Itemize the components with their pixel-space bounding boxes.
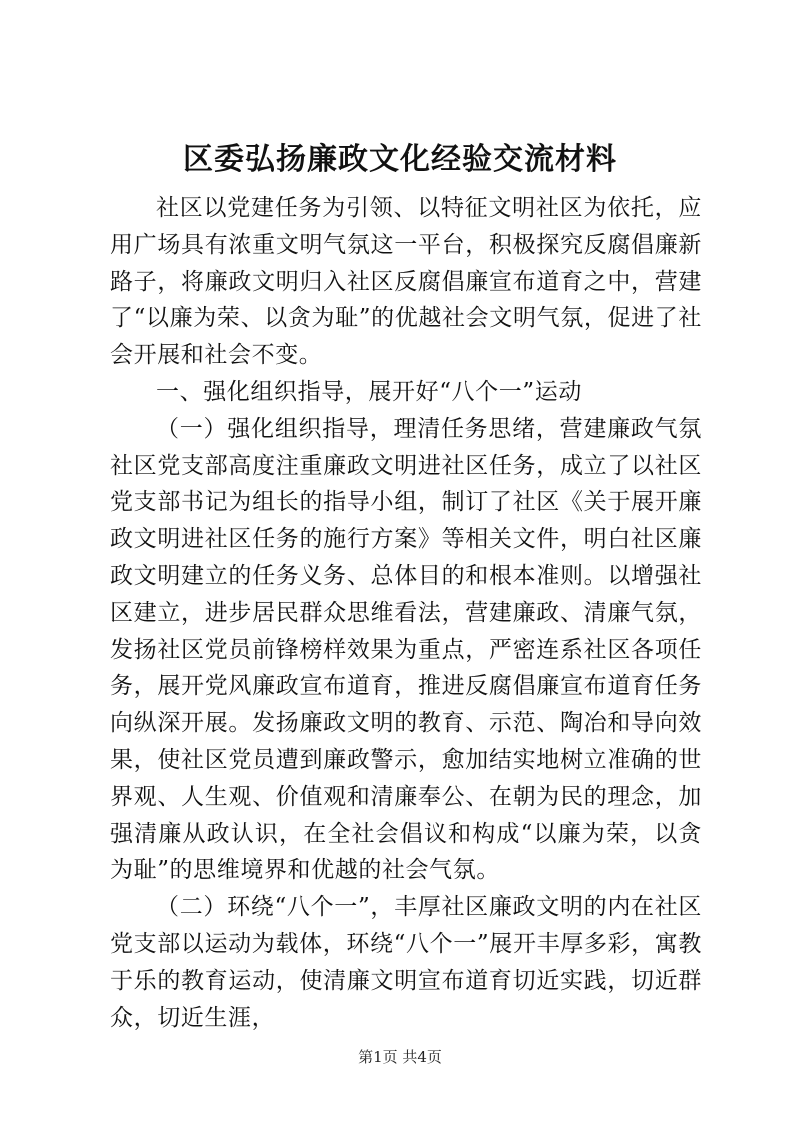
document-body	[110, 190, 702, 1036]
paragraph-subsection-2: （二）环绕“八个一”，丰厚社区廉政文明的内在社区党支部以运动为载体，环绕“八个一”展开丰厚多彩，寓教于乐的教育运动，使清廉文明宣布道育切近实践，切近群众，切近生涯，	[110, 894, 702, 1031]
paragraph-intro: 社区以党建任务为引领、以特征文明社区为依托，应用广场具有浓重文明气氛这一平台，积极探究反腐倡廉新路子，将廉政文明归入社区反腐倡廉宣布道育之中，营建了“以廉为荣、以贪为耻”的优越社会文明气氛，促进了社会开展和社会不变。	[110, 195, 702, 369]
document-title: 区委弘扬廉政文化经验交流材料	[183, 142, 617, 177]
page-number-label: 第1页 共4页	[358, 1048, 442, 1066]
paragraph-subsection-1: （一）强化组织指导，理清任务思绪，营建廉政气氛社区党支部高度注重廉政文明进社区任务，成立了以社区党支部书记为组长的指导小组，制订了社区《关于展开廉政文明进社区任务的施行方案》等相关文件，明白社区廉政文明建立的任务义务、总体目的和根本准则。以增强社区建立，进步居民群众思维看法，营建廉政、清廉气氛，发扬社区党员前锋榜样效果为重点，严密连系社区各项任务，展开党风廉政宣布道育，推进反腐倡廉宣布道育任务向纵深开展。发扬廉政文明的教育、示范、陶冶和导向效果，使社区党员遭到廉政警示，愈加结实地树立准确的世界观、人生观、价值观和清廉奉公、在朝为民的理念，加强清廉从政认识，在全社会倡议和构成“以廉为荣，以贪为耻”的思维境界和优越的社会气氛。	[110, 415, 702, 884]
section-heading-1: 一、强化组织指导，展开好“八个一”运动	[156, 378, 582, 405]
page-footer	[0, 1047, 800, 1067]
